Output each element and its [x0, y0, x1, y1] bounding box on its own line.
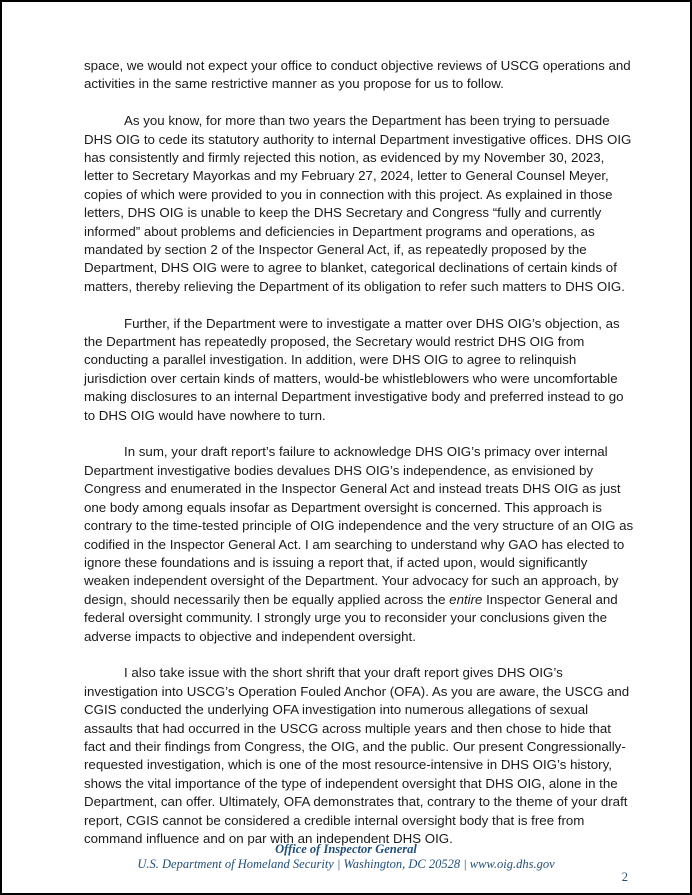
page-footer: [2, 842, 690, 872]
in-sum-text-after: Inspector General and federal oversight community. I strongly urge you to reconsider your conclusions given the adverse impacts to objective and independent oversight.: [84, 591, 618, 644]
page-number: 2: [621, 870, 628, 884]
paragraph-cede-authority: As you know, for more than two years the Department has been trying to persuade DHS OIG to cede its statutory authority to internal Department investigative offices. DHS OIG has consistently and firmly rejected this notion, as evidenced by my November 30, 2023, letter to Secretary Mayorkas and my February 27, 2024, letter to General Counsel Meyer, copies of which were provided to you in connection with this project. As explained in those letters, DHS OIG is unable to keep the DHS Secretary and Congress “fully and currently informed” about problems and deficiencies in Department programs and operations, as mandated by section 2 of the Inspector General Act, if, as repeatedly proposed by the Department, DHS OIG were to agree to blanket, categorical declinations of certain kinds of matters, thereby relieving the Department of its obligation to refer such matters to DHS OIG.: [84, 113, 632, 294]
footer-address: U.S. Department of Homeland Security | Washington, DC 20528 | www.oig.dhs.gov: [137, 857, 555, 871]
letter-body: [84, 57, 634, 867]
in-sum-emphasis: entire: [449, 591, 483, 607]
in-sum-text-before: In sum, your draft report’s failure to acknowledge DHS OIG’s primacy over internal Department investigative bodies devalues DHS OIG’s independence, as envisioned by Congress and enumerated in the Inspector General Act and instead treats DHS OIG as just one body among equals insofar as Department oversight is concerned. This approach is contrary to the time-tested principle of OIG independence and the very structure of an OIG as codified in the Inspector General Act. I am searching to understand why GAO has elected to ignore these foundations and is issuing a report that, if acted upon, would significantly weaken independent oversight of the Department. Your advocacy for such an approach, by design, should necessarily then be equally applied across the: [84, 444, 634, 607]
paragraph-continuation: space, we would not expect your office to conduct objective reviews of USCG operations and activities in the same restrictive manner as you propose for us to follow.: [84, 58, 631, 92]
paragraph-parallel-investigation: Further, if the Department were to investigate a matter over DHS OIG’s objection, as the Department has repeatedly proposed, the Secretary would restrict DHS OIG from conducting a parallel investigation. In addition, were DHS OIG to agree to relinquish jurisdiction over certain kinds of matters, would-be whistleblowers who were uncomfortable making disclosures to an internal Department investigative body and preferred instead to go to DHS OIG would have nowhere to turn.: [84, 315, 624, 423]
paragraph-operation-fouled-anchor: I also take issue with the short shrift that your draft report gives DHS OIG’s investigation into USCG’s Operation Fouled Anchor (OFA). As you are aware, the USCG and CGIS conducted the underlying OFA investigation into numerous allegations of sexual assaults that had occurred in the USCG across multiple years and then chose to hide that fact and their findings from Congress, the OIG, and the public. Our present Congressionally-requested investigation, which is one of the most resource-intensive in DHS OIG’s history, shows the vital importance of the type of independent oversight that DHS OIG, alone in the Department, can offer. Ultimately, OFA demonstrates that, contrary to the theme of your draft report, CGIS cannot be considered a credible internal oversight body that is free from command influence and on par with an independent DHS OIG.: [84, 665, 630, 846]
footer-office-name: Office of Inspector General: [275, 842, 417, 856]
paragraph-in-sum: [84, 443, 634, 645]
